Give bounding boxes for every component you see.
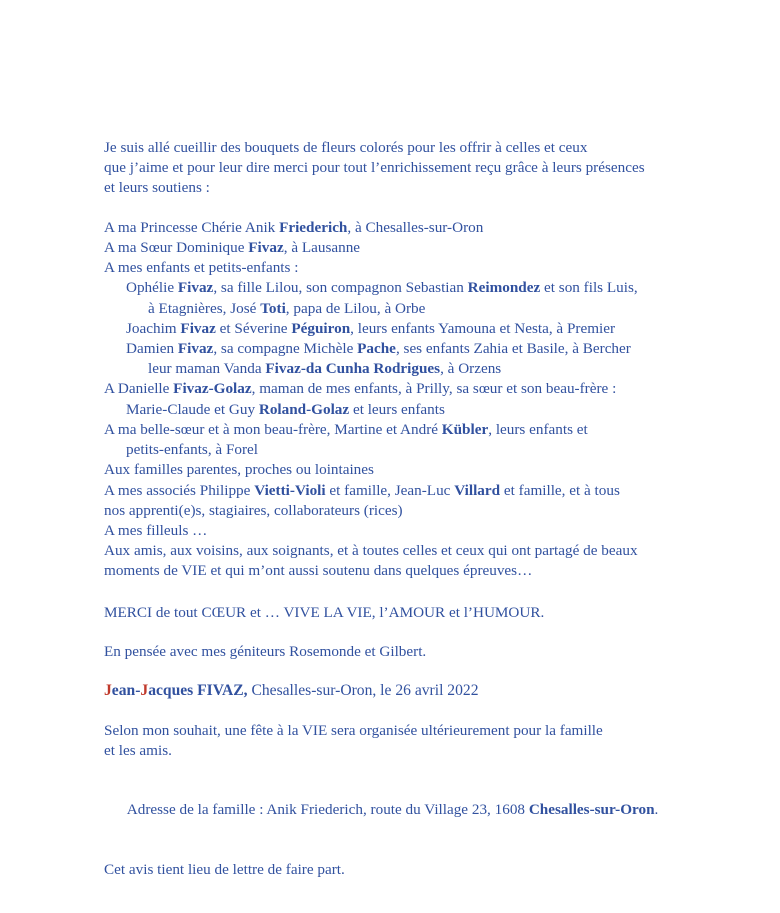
family-text: Joachim — [126, 319, 181, 337]
spacer — [104, 582, 680, 603]
family-text: et leurs enfants — [349, 400, 445, 418]
signature-line — [104, 681, 680, 702]
family-line — [104, 218, 680, 238]
family-name-highlight: Kübler — [441, 420, 489, 438]
family-text: Damien — [126, 339, 178, 357]
family-line — [104, 319, 680, 339]
signature-initial-j1: J — [104, 682, 112, 700]
family-text: , à Orzens — [440, 360, 502, 378]
family-name-highlight: Toti — [260, 299, 286, 317]
family-line — [104, 278, 680, 298]
merci-line: MERCI de tout CŒUR et … VIVE LA VIE, l’AMOUR et l’HUMOUR. — [104, 603, 545, 621]
family-text: , ses enfants Zahia et Basile, à Bercher — [395, 339, 631, 357]
family-name-highlight: Friederich — [279, 218, 348, 236]
family-text: , maman de mes enfants, à Prilly, sa sœur et son beau-frère : — [251, 380, 617, 398]
family-line — [104, 541, 680, 561]
signature-place-date: Chesalles-sur-Oron, le 26 avril 2022 — [247, 682, 479, 700]
family-text: , leurs enfants et — [488, 420, 588, 438]
family-list — [104, 218, 680, 582]
family-text: , à Lausanne — [283, 238, 361, 256]
family-name-highlight: Pache — [357, 339, 396, 357]
family-text: leur maman Vanda — [148, 360, 266, 378]
family-text: à Etagnières, José — [148, 299, 261, 317]
signature-initial-j2: J — [140, 682, 149, 700]
family-text: et famille, Jean-Luc — [325, 481, 455, 499]
family-text: , papa de Lilou, à Orbe — [285, 299, 426, 317]
family-text: , à Chesalles-sur-Oron — [347, 218, 484, 236]
family-name-highlight: Péguiron — [291, 319, 351, 337]
spacer — [104, 761, 680, 780]
family-name-highlight: Fivaz — [248, 238, 284, 256]
family-line — [104, 561, 680, 581]
family-text: A ma Sœur Dominique — [104, 238, 249, 256]
family-text: petits-enfants, à Forel — [126, 441, 259, 459]
family-line — [104, 501, 680, 521]
family-name-highlight: Reimondez — [467, 279, 541, 297]
family-line — [104, 339, 680, 359]
family-line — [104, 521, 680, 541]
family-text: A ma belle-sœur et à mon beau-frère, Martine et André — [104, 420, 442, 438]
family-text: Aux familles parentes, proches ou lointaines — [104, 461, 374, 479]
address-prefix: Adresse de la famille : Anik Friederich, route du Village 23, 1608 — [126, 801, 529, 819]
address-line — [104, 780, 680, 841]
family-text: A Danielle — [104, 380, 174, 398]
family-text: , leurs enfants Yamouna et Nesta, à Premier — [350, 319, 616, 337]
family-text: A mes filleuls … — [104, 521, 208, 539]
family-line — [104, 400, 680, 420]
family-name-highlight: Fivaz-Golaz — [173, 380, 252, 398]
signature-first-rest: ean- — [111, 682, 141, 700]
document-body — [104, 138, 680, 880]
family-name-highlight: Fivaz-da Cunha Rodrigues — [265, 360, 441, 378]
family-line — [104, 440, 680, 460]
address-locality: Chesalles-sur-Oron — [528, 801, 655, 819]
family-line — [104, 238, 680, 258]
intro-line: que j’aime et pour leur dire merci pour tout l’enrichissement reçu grâce à leurs présences — [104, 159, 645, 177]
family-name-highlight: Fivaz — [180, 319, 216, 337]
family-text: et famille, et à tous — [500, 481, 620, 499]
wish-line: Selon mon souhait, une fête à la VIE sera organisée ultérieurement pour la famille — [104, 721, 603, 739]
signature-second-rest: acques FIVAZ, — [148, 682, 248, 700]
family-text: Marie-Claude et Guy — [126, 400, 259, 418]
family-line — [104, 359, 680, 379]
family-name-highlight: Villard — [454, 481, 501, 499]
family-text: Aux amis, aux voisins, aux soignants, et à toutes celles et ceux qui ont partagé de beaux — [104, 542, 638, 560]
family-text: A mes enfants et petits-enfants : — [104, 259, 299, 277]
family-text: A ma Princesse Chérie Anik — [104, 218, 280, 236]
family-text: , sa compagne Michèle — [213, 339, 358, 357]
family-line — [104, 299, 680, 319]
intro-paragraph — [104, 138, 680, 199]
family-line — [104, 379, 680, 399]
wish-line: et les amis. — [104, 741, 172, 759]
family-text: , sa fille Lilou, son compagnon Sebastian — [213, 279, 468, 297]
notice-line: Cet avis tient lieu de lettre de faire part. — [104, 860, 345, 878]
family-name-highlight: Vietti-Violi — [254, 481, 326, 499]
family-name-highlight: Fivaz — [177, 279, 214, 297]
family-text: moments de VIE et qui m’ont aussi soutenu dans quelques épreuves… — [104, 562, 533, 580]
spacer — [104, 662, 680, 681]
family-name-highlight: Fivaz — [177, 339, 214, 357]
family-line — [104, 420, 680, 440]
family-line — [104, 258, 680, 278]
family-name-highlight: Roland-Golaz — [258, 400, 350, 418]
spacer — [104, 199, 680, 218]
spacer — [104, 841, 680, 860]
wish-paragraph — [104, 721, 680, 761]
family-text: et Séverine — [215, 319, 292, 337]
intro-line: et leurs soutiens : — [104, 179, 210, 197]
family-text: et son fils Luis, — [540, 279, 638, 297]
family-text: Ophélie — [126, 279, 178, 297]
family-line — [104, 481, 680, 501]
address-suffix: . — [654, 801, 659, 819]
spacer — [104, 702, 680, 721]
pensee-line: En pensée avec mes géniteurs Rosemonde et Gilbert. — [104, 642, 427, 660]
family-text: A mes associés Philippe — [104, 481, 255, 499]
spacer — [104, 623, 680, 642]
intro-line: Je suis allé cueillir des bouquets de fleurs colorés pour les offrir à celles et ceux — [104, 139, 588, 156]
family-text: nos apprenti(e)s, stagiaires, collaborateurs (rices) — [104, 501, 403, 519]
family-line — [104, 460, 680, 480]
